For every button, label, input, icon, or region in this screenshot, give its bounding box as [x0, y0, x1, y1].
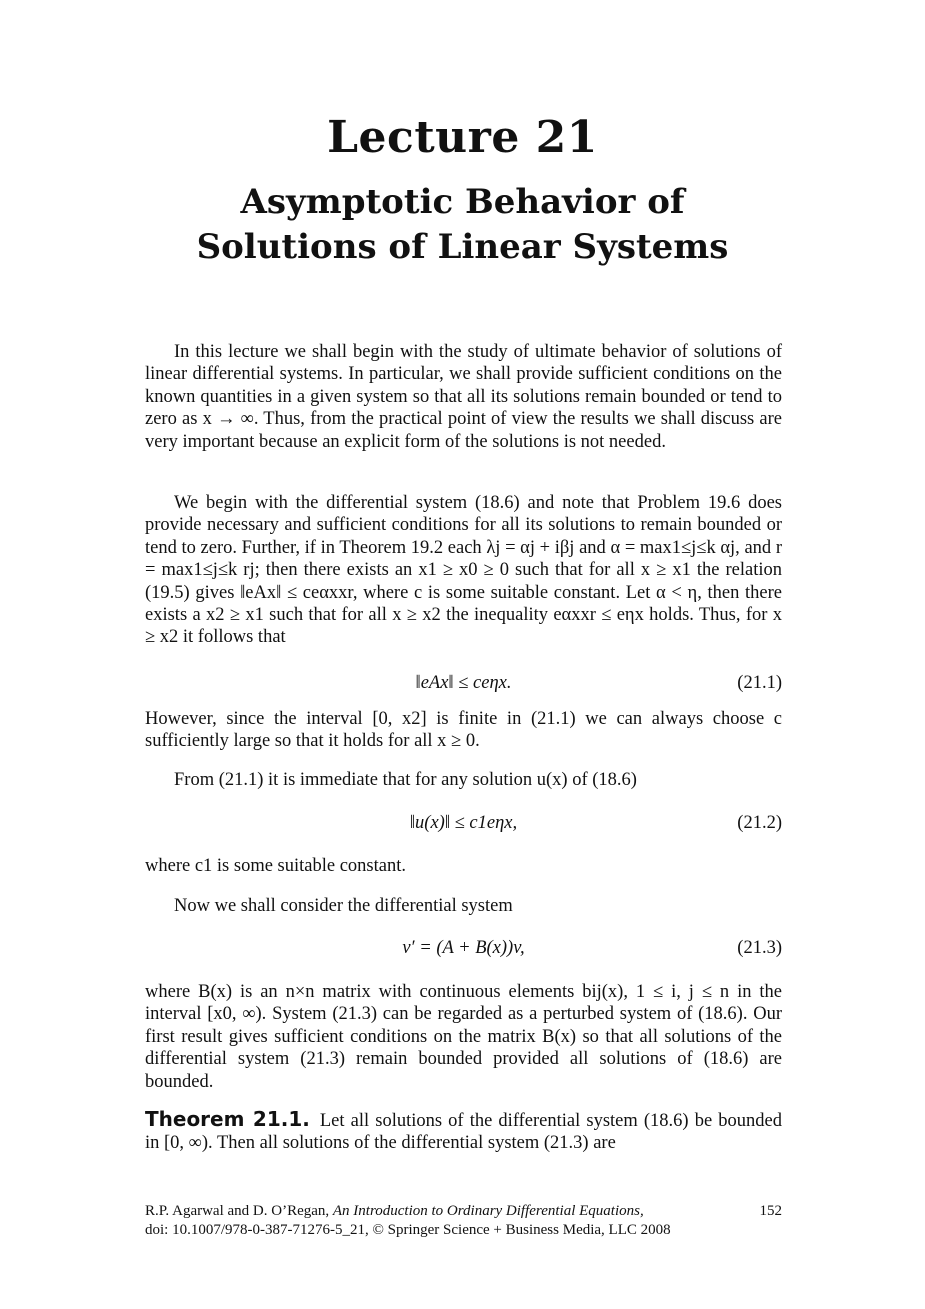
paragraph-text: where B(x) is an n×n matrix with continuous elements bij(x), 1 ≤ i, j ≤ n in the interval [x0, ∞). System (21.3) can be regarded as a perturbed system of (18.6). Our first result gives sufficient conditions on the matrix B(x) so that all solutions of the differential system (21.3) remain bounded provided all solutions of (18.6) are bounded. — [145, 982, 782, 1092]
paragraph-problem — [145, 492, 782, 649]
equation-21-2 — [145, 813, 782, 837]
equation-number: (21.1) — [737, 673, 782, 693]
paragraph-constant — [145, 855, 782, 877]
page-footer — [145, 1202, 782, 1240]
paragraph-immediate — [145, 769, 782, 791]
equation-number: (21.2) — [737, 813, 782, 833]
equation-body: ‖u(x)‖ ≤ c1eηx, — [409, 813, 518, 833]
equation-21-1 — [145, 673, 782, 697]
paragraph-text: We begin with the differential system (18.6) and note that Problem 19.6 does provide necessary and sufficient conditions for all its solutions to remain bounded or tend to zero. Further, if in Theorem 19.2 each λj = αj + iβj and α = max1≤j≤k αj, and r = max1≤j≤k rj; then there exists an x1 ≥ x0 ≥ 0 such that for all x ≥ x1 the relation (19.5) gives ‖eAx‖ ≤ ceαxxr, where c is some suitable constant. Let α < η, then there exists a x2 ≥ x1 such that for all x ≥ x2 the inequality eαxxr ≤ eηx holds. Thus, for x ≥ x2 it follows that — [145, 493, 782, 648]
footer-book-title: An Introduction to Ordinary Differential Equations, — [332, 1203, 644, 1219]
lecture-subtitle — [0, 180, 925, 270]
paragraph-text: In this lecture we shall begin with the study of ultimate behavior of solutions of linear differential systems. In particular, we shall provide sufficient conditions on the known quantities in a given system so that all its solutions remain bounded or tend to zero as x → ∞. Thus, from the practical point of view the results we shall discuss are very important because an explicit form of the solutions is not needed. — [145, 342, 782, 452]
paragraph-intro — [145, 341, 782, 453]
footer-citation — [145, 1202, 782, 1221]
theorem-label: Theorem 21.1. — [145, 1107, 310, 1131]
theorem-21-1 — [145, 1108, 782, 1155]
footer-doi: doi: 10.1007/978-0-387-71276-5_21, © Springer Science + Business Media, LLC 2008 — [145, 1222, 671, 1238]
subtitle-line-1: Asymptotic Behavior of — [240, 182, 685, 222]
paragraph-text: However, since the interval [0, x2] is finite in (21.1) we can always choose c sufficiently large so that it holds for all x ≥ 0. — [145, 709, 782, 752]
equation-body: v′ = (A + B(x))v, — [402, 938, 525, 958]
paragraph-consider — [145, 895, 782, 917]
paragraph-text: Now we shall consider the differential system — [174, 896, 513, 916]
paragraph-perturbed — [145, 981, 782, 1093]
footer-authors: R.P. Agarwal and D. O’Regan, — [145, 1203, 330, 1219]
paragraph-interval — [145, 708, 782, 753]
subtitle-line-2: Solutions of Linear Systems — [196, 227, 729, 267]
equation-21-3 — [145, 938, 782, 962]
paragraph-text: where c1 is some suitable constant. — [145, 856, 406, 876]
equation-number: (21.3) — [737, 938, 782, 958]
lecture-title: Lecture 21 — [327, 112, 598, 163]
equation-body: ‖eAx‖ ≤ ceηx. — [415, 673, 512, 693]
page-number: 152 — [759, 1203, 782, 1219]
theorem-text: Let all solutions of the differential system (18.6) be bounded in [0, ∞). Then all solutions of the differential system (21.3) are — [145, 1111, 783, 1154]
paragraph-text: From (21.1) it is immediate that for any solution u(x) of (18.6) — [174, 770, 637, 790]
